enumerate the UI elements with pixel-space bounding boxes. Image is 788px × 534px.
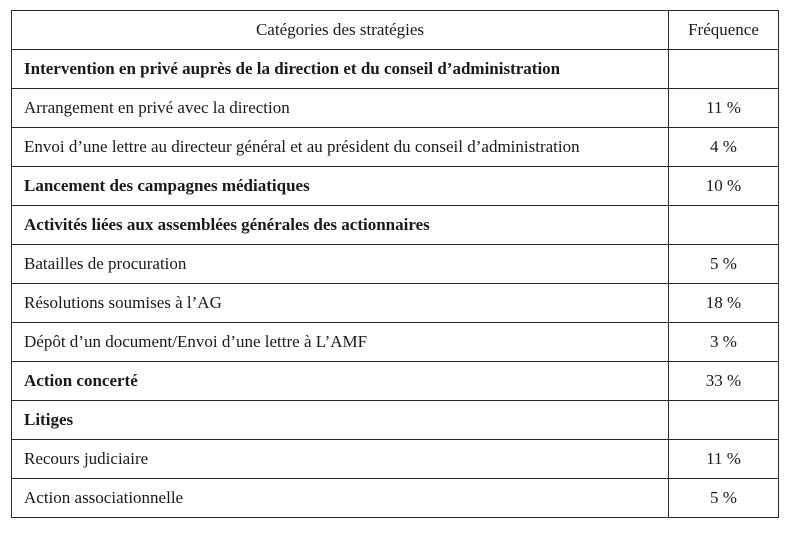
frequency-value xyxy=(669,50,779,89)
category-group-label: Lancement des campagnes médiatiques xyxy=(12,167,669,206)
category-column-header: Catégories des stratégies xyxy=(12,11,669,50)
frequency-column-header: Fréquence xyxy=(669,11,779,50)
frequency-value xyxy=(669,401,779,440)
category-label: Dépôt d’un document/Envoi d’une lettre à L’AMF xyxy=(12,323,669,362)
table-row xyxy=(12,479,779,518)
category-label: Résolutions soumises à l’AG xyxy=(12,284,669,323)
frequency-value: 10 % xyxy=(669,167,779,206)
table-row xyxy=(12,440,779,479)
category-label: Envoi d’une lettre au directeur général et au président du conseil d’administration xyxy=(12,128,669,167)
table-row-group xyxy=(12,206,779,245)
frequency-value: 3 % xyxy=(669,323,779,362)
table-row-group xyxy=(12,401,779,440)
table-row xyxy=(12,323,779,362)
table-row xyxy=(12,89,779,128)
table-row-group xyxy=(12,50,779,89)
table-row-group xyxy=(12,362,779,401)
table-row xyxy=(12,128,779,167)
frequency-value: 33 % xyxy=(669,362,779,401)
frequency-value: 5 % xyxy=(669,479,779,518)
header-row xyxy=(12,11,779,50)
category-label: Arrangement en privé avec la direction xyxy=(12,89,669,128)
frequency-value: 11 % xyxy=(669,89,779,128)
category-group-label: Activités liées aux assemblées générales des actionnaires xyxy=(12,206,669,245)
frequency-value: 11 % xyxy=(669,440,779,479)
frequency-value xyxy=(669,206,779,245)
strategy-frequency-table xyxy=(11,10,779,518)
frequency-value: 18 % xyxy=(669,284,779,323)
frequency-value: 5 % xyxy=(669,245,779,284)
table-row xyxy=(12,284,779,323)
table-header xyxy=(12,11,779,50)
frequency-value: 4 % xyxy=(669,128,779,167)
table-row-group xyxy=(12,167,779,206)
table-row xyxy=(12,245,779,284)
category-group-label: Action concerté xyxy=(12,362,669,401)
category-label: Action associationnelle xyxy=(12,479,669,518)
category-label: Batailles de procuration xyxy=(12,245,669,284)
category-group-label: Intervention en privé auprès de la direction et du conseil d’administration xyxy=(12,50,669,89)
table-body xyxy=(12,50,779,518)
category-group-label: Litiges xyxy=(12,401,669,440)
category-label: Recours judiciaire xyxy=(12,440,669,479)
